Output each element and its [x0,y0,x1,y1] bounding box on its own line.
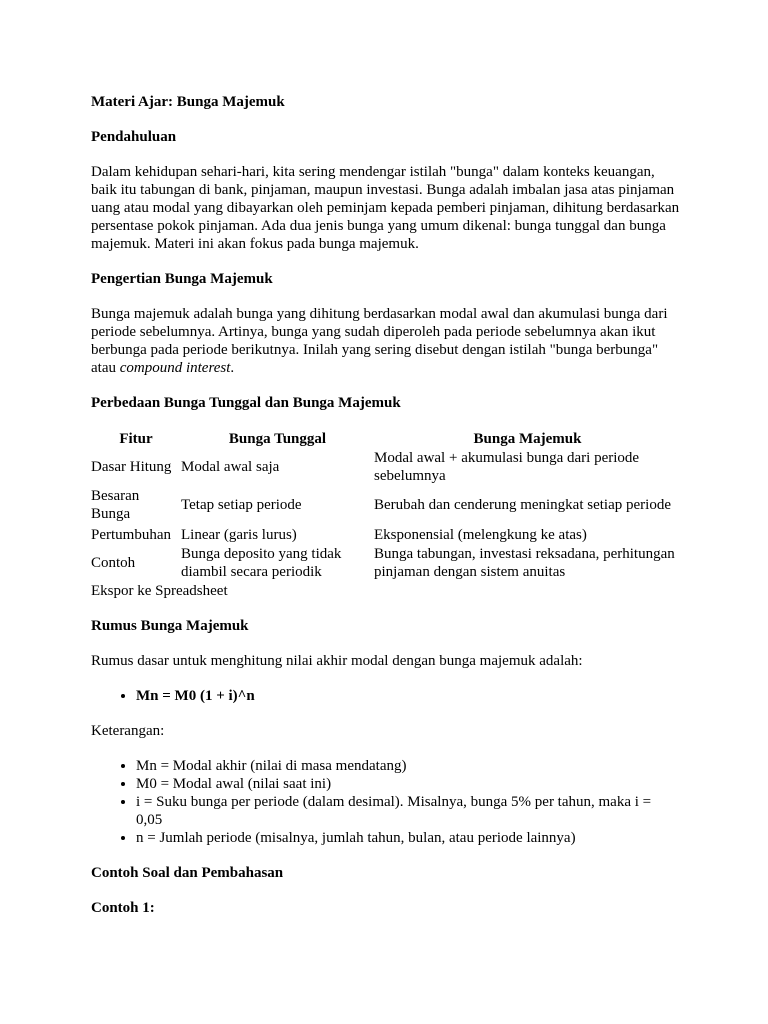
definition-end: . [230,360,235,376]
formula-intro: Rumus dasar untuk menghitung nilai akhir modal dengan bunga majemuk adalah: [91,653,583,669]
list-item: • M0 = Modal awal (nilai saat ini) [136,775,681,793]
table-header-cell: Bunga Tunggal [228,431,327,447]
table-cell: Bunga tabungan, investasi reksadana, perhitungan pinjaman dengan sistem anuitas [374,546,675,580]
table-header-cell: Bunga Majemuk [473,431,582,447]
formula-item: • Mn = M0 (1 + i)^n [136,687,681,705]
formula-list [91,687,681,705]
table-cell: Tetap setiap periode [181,497,302,513]
comparison-heading: Perbedaan Bunga Tunggal dan Bunga Majemuk [91,395,401,411]
formula-heading: Rumus Bunga Majemuk [91,618,249,634]
document-page [91,93,681,934]
examples-heading: Contoh Soal dan Pembahasan [91,865,284,881]
list-item: • n = Jumlah periode (misalnya, jumlah tahun, bulan, atau periode lainnya) [136,829,681,847]
legend-label: Keterangan: [91,723,165,739]
table-row [91,525,681,544]
intro-paragraph: Dalam kehidupan sehari-hari, kita sering mendengar istilah "bunga" dalam konteks keuangan, baik itu tabungan di bank, pinjaman, maupun investasi. Bunga adalah imbalan jasa atas pinjaman uang atau modal yang dibayarkan oleh peminjam kepada pemberi pinjaman, dihitung berdasarkan persentase pokok pinjaman. Ada dua jenis bunga yang umum dikenal: bunga tunggal dan bunga majemuk. Materi ini akan fokus pada bunga majemuk. [91,164,680,252]
example-1-heading: Contoh 1: [91,900,155,916]
table-header-row [91,429,681,449]
table-cell: Pertumbuhan [91,526,171,543]
definition-paragraph [91,305,681,377]
table-row [91,485,681,525]
table-header-cell: Fitur [119,431,153,447]
table-row [91,449,681,485]
comparison-table [91,429,681,582]
list-item: • i = Suku bunga per periode (dalam desimal). Misalnya, bunga 5% per tahun, maka i = 0,05 [136,793,681,829]
table-cell: Modal awal saja [181,459,280,475]
export-to-spreadsheet-link[interactable]: Ekspor ke Spreadsheet [91,583,228,599]
table-cell: Dasar Hitung [91,459,172,475]
intro-heading: Pendahuluan [91,129,177,145]
list-item: • Mn = Modal akhir (nilai di masa mendatang) [136,757,681,775]
table-cell: Contoh [91,555,136,571]
table-row [91,544,681,582]
table-cell: Besaran Bunga [91,488,140,522]
table-cell: Berubah dan cenderung meningkat setiap periode [374,497,671,513]
table-cell: Modal awal + akumulasi bunga dari periode sebelumnya [374,450,640,484]
document-title: Materi Ajar: Bunga Majemuk [91,94,285,110]
table-cell: Linear (garis lurus) [181,526,297,543]
legend-list [91,757,681,847]
definition-italic-term: compound interest [119,360,231,376]
table-cell: Eksponensial (melengkung ke atas) [374,526,587,543]
definition-text: Bunga majemuk adalah bunga yang dihitung berdasarkan modal awal dan akumulasi bunga dari periode sebelumnya. Artinya, bunga yang sudah diperoleh pada periode sebelumnya akan ikut berbunga pada periode berikutnya. Inilah yang sering disebut dengan istilah "bunga berbunga" atau [91,306,668,376]
table-cell: Bunga deposito yang tidak diambil secara periodik [181,546,342,580]
definition-heading: Pengertian Bunga Majemuk [91,271,273,287]
